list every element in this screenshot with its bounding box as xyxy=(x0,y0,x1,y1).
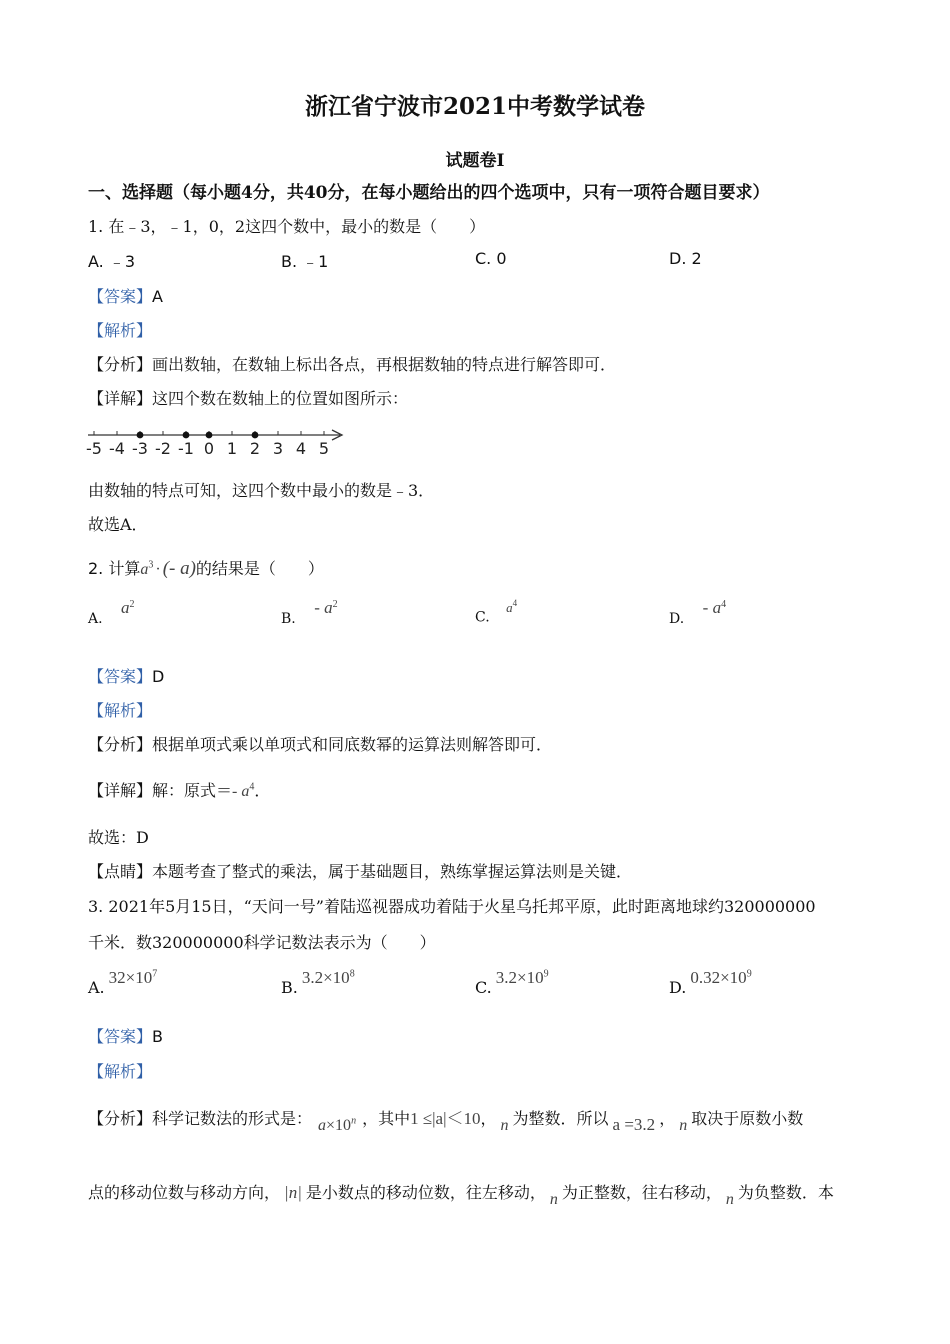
q2-dianjing xyxy=(88,859,632,882)
q3-option-c-label: C. xyxy=(475,978,492,997)
line2-absn: |n| xyxy=(284,1183,302,1202)
xiangjie-base: a xyxy=(241,783,250,800)
q3-stem-line1: 3. 2021年5月15日，“天问一号”着陆巡视器成功着陆于火星乌托邦平原，此时距离地球约320000000 xyxy=(88,897,816,916)
q2-option-c-exp: 4 xyxy=(512,598,518,608)
q3-option-d xyxy=(669,968,752,997)
xiangjie-prefix: 解：原式＝ xyxy=(152,781,233,800)
q1-xiangjie xyxy=(88,386,408,409)
dianjing-text: 本题考查了整式的乘法，属于基础题目，熟练掌握运算法则是关键． xyxy=(152,862,633,881)
q2-option-d xyxy=(669,598,727,628)
fenxi-p4: 为整数．所以 xyxy=(512,1109,609,1128)
q3-option-b-exp: 8 xyxy=(349,968,355,980)
sci-notation-form xyxy=(318,1115,356,1135)
q1-option-d: D. 2 xyxy=(669,249,702,268)
xiangjie-sign: - xyxy=(232,783,242,800)
fenxi-text: 画出数轴，在数轴上标出各点，再根据数轴的特点进行解答即可． xyxy=(152,355,617,374)
xiangjie-exp: 4 xyxy=(249,781,255,793)
analysis-tag: 【解析】 xyxy=(88,321,153,340)
q1-option-b: B. ﹣1 xyxy=(281,252,329,271)
q2-choice: 故选：D xyxy=(88,828,149,847)
number-line-label: 5 xyxy=(318,439,330,458)
q2-answer xyxy=(88,664,164,687)
q3-answer xyxy=(88,1024,163,1047)
fenxi-p6: 取决于原数小数 xyxy=(691,1109,804,1128)
fenxi-p5: ， xyxy=(659,1109,676,1128)
q2-option-c-base: a xyxy=(506,599,513,615)
xiangjie-text: 这四个数在数轴上的位置如图所示： xyxy=(152,389,409,408)
q3-option-c-times: ×10 xyxy=(517,968,544,987)
q1-fenxi xyxy=(88,352,616,375)
line2-n2: n xyxy=(725,1191,734,1208)
fenxi-aeq: a =3.2 xyxy=(612,1115,656,1134)
xiangjie-tag: 【详解】 xyxy=(88,389,153,408)
fenxi-p3: ， xyxy=(480,1109,497,1128)
q3-option-b xyxy=(281,968,355,997)
page-subtitle: 试题卷Ⅰ xyxy=(445,151,505,171)
q2-option-b-sign: - xyxy=(314,598,325,617)
fenxi-tag: 【分析】 xyxy=(88,735,153,754)
fenxi-p2: ，其中 xyxy=(362,1109,411,1128)
q3-option-d-exp: 9 xyxy=(746,968,752,980)
q2-option-b-exp: 2 xyxy=(332,599,338,611)
q1-choice: 故选A． xyxy=(88,515,148,534)
analysis-tag: 【解析】 xyxy=(88,701,153,720)
number-line-label: -5 xyxy=(86,439,102,458)
answer-value: D xyxy=(152,667,165,686)
line2-p2: 是小数点的移动位数，往左移动， xyxy=(305,1183,546,1202)
page-title: 浙江省宁波市2021中考数学试卷 xyxy=(304,93,645,120)
xiangjie-tag: 【详解】 xyxy=(88,781,153,800)
answer-tag: 【答案】 xyxy=(88,667,153,686)
q1-answer xyxy=(88,284,163,307)
answer-value: A xyxy=(152,287,163,306)
q3-option-a xyxy=(88,968,158,997)
q1-analysis-tag xyxy=(88,318,152,341)
q3-option-c xyxy=(475,968,549,997)
dianjing-tag: 【点睛】 xyxy=(88,862,153,881)
fenxi-tag: 【分析】 xyxy=(88,1109,153,1128)
q3-option-a-label: A. xyxy=(88,978,105,997)
answer-tag: 【答案】 xyxy=(88,1027,153,1046)
number-line-label: 3 xyxy=(272,439,284,458)
number-line-label: 1 xyxy=(226,439,238,458)
form-times: ×10 xyxy=(326,1117,352,1134)
q3-option-b-label: B. xyxy=(281,978,298,997)
number-line-point xyxy=(137,432,144,439)
q1-option-a: A. ﹣3 xyxy=(88,252,136,271)
q2-option-d-exp: 4 xyxy=(721,599,727,611)
q2-option-c-label: C. xyxy=(475,609,490,626)
number-line-point xyxy=(252,432,259,439)
fenxi-n1: n xyxy=(500,1117,509,1134)
q3-option-d-times: ×10 xyxy=(720,968,747,987)
q2-option-a-base: a xyxy=(121,598,130,617)
q2-option-b-base: a xyxy=(324,598,333,617)
section-heading: 一、选择题（每小题4分，共40分，在每小题给出的四个选项中，只有一项符合题目要求） xyxy=(88,183,770,203)
number-line-label: 0 xyxy=(203,439,215,458)
q2-expr-dot: · xyxy=(155,561,161,578)
line2-p4: 为负整数．本 xyxy=(737,1183,834,1202)
q2-option-a-exp: 2 xyxy=(129,599,135,611)
q3-option-d-mantissa: 0.32 xyxy=(690,968,721,987)
fenxi-text: 根据单项式乘以单项式和同底数幂的运算法则解答即可． xyxy=(152,735,553,754)
q3-option-a-exp: 7 xyxy=(152,968,158,980)
q3-fenxi-line1 xyxy=(88,1104,804,1134)
analysis-tag: 【解析】 xyxy=(88,1062,153,1081)
q3-option-a-times: ×10 xyxy=(125,968,153,987)
q2-expr-paren: (- a) xyxy=(162,558,196,579)
q2-option-c xyxy=(475,598,518,626)
q3-option-b-times: ×10 xyxy=(323,968,350,987)
number-line-label: -3 xyxy=(132,439,148,458)
fenxi-tag: 【分析】 xyxy=(88,355,153,374)
q2-stem-suffix: 的结果是（ ） xyxy=(195,559,324,578)
line2-p3: 为正整数，往右移动， xyxy=(561,1183,722,1202)
q3-stem-line2: 千米．数320000000科学记数法表示为（ ） xyxy=(88,933,436,952)
fenxi-n2: n xyxy=(679,1117,688,1134)
q2-option-a-label: A. xyxy=(88,611,103,627)
number-line-point xyxy=(206,432,213,439)
form-exp: n xyxy=(351,1115,357,1127)
number-line-label: -4 xyxy=(109,439,125,458)
q1-stem: 1. 在﹣3，﹣1，0，2这四个数中，最小的数是（ ） xyxy=(88,217,486,236)
q3-option-c-mantissa: 3.2 xyxy=(495,968,518,987)
q3-fenxi-line2 xyxy=(88,1180,834,1208)
answer-value: B xyxy=(152,1027,163,1046)
q3-analysis-tag xyxy=(88,1059,152,1082)
q2-option-d-label: D. xyxy=(669,611,685,627)
q3-option-a-mantissa: 32 xyxy=(108,968,126,987)
q2-fenxi xyxy=(88,732,552,755)
q2-expr-exp: 3 xyxy=(148,559,154,571)
number-line-label: -2 xyxy=(155,439,171,458)
q3-option-c-exp: 9 xyxy=(543,968,549,980)
answer-tag: 【答案】 xyxy=(88,287,153,306)
number-line-label: -1 xyxy=(178,439,194,458)
xiangjie-suffix: ． xyxy=(254,781,271,800)
q2-stem-prefix: 2. 计算 xyxy=(88,559,141,578)
q3-option-b-mantissa: 3.2 xyxy=(301,968,324,987)
number-line-figure xyxy=(86,424,356,460)
q2-xiangjie xyxy=(88,778,270,801)
fenxi-p1: 科学记数法的形式是： xyxy=(152,1109,313,1128)
q2-expr-base: a xyxy=(140,561,149,578)
form-a: a xyxy=(318,1117,327,1134)
number-line-point xyxy=(183,432,190,439)
q2-option-d-base: a xyxy=(712,598,722,617)
q2-option-b-label: B. xyxy=(281,611,296,627)
q2-option-b xyxy=(281,598,338,628)
line2-n1: n xyxy=(549,1191,558,1208)
q2-option-d-sign: - xyxy=(702,598,713,617)
q3-option-d-label: D. xyxy=(669,978,687,997)
number-line-label: 2 xyxy=(249,439,261,458)
q1-conclusion: 由数轴的特点可知，这四个数中最小的数是﹣3． xyxy=(88,481,435,500)
q1-option-c: C. 0 xyxy=(475,249,507,268)
line2-p1: 点的移动位数与移动方向， xyxy=(88,1183,281,1202)
q2-stem xyxy=(88,556,324,580)
q2-analysis-tag xyxy=(88,698,152,721)
fenxi-range: 1 ≤|a|＜10 xyxy=(410,1109,481,1128)
q2-option-a xyxy=(88,598,135,628)
number-line-label: 4 xyxy=(295,439,307,458)
